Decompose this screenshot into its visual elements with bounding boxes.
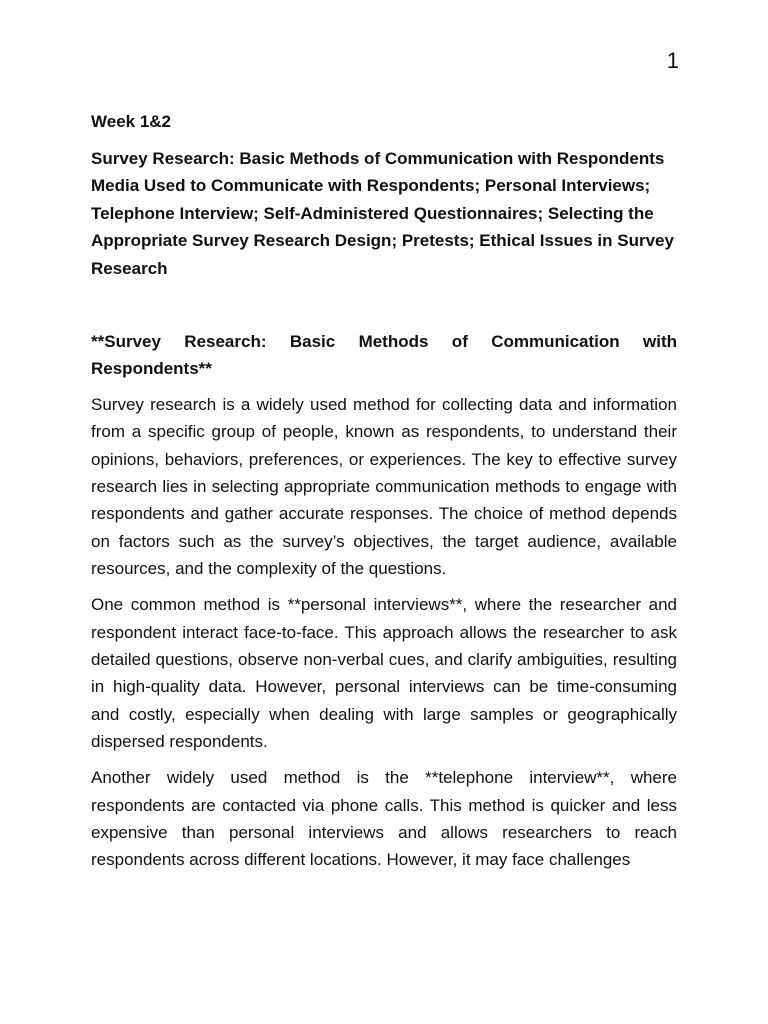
document-content xyxy=(91,108,677,883)
paragraph-intro: Survey research is a widely used method for collecting data and information from a specific group of people, known as respondents, to understand their opinions, behaviors, preferences, or experiences. The key to effective survey research lies in selecting appropriate communication methods to engage with respondents and gather accurate responses. The choice of method depends on factors such as the survey’s objectives, the target audience, available resources, and the complexity of the questions. xyxy=(91,394,677,578)
topics-heading: Survey Research: Basic Methods of Communication with Respondents Media Used to Communicate with Respondents; Personal Interviews; Telephone Interview; Self-Administered Questionnaires; Selecting the Appropriate Survey Research Design; Pretests; Ethical Issues in Survey Research xyxy=(91,149,674,278)
page-number: 1 xyxy=(666,48,679,73)
paragraph-telephone-interview: Another widely used method is the **telephone interview**, where respondents are contacted via phone calls. This method is quicker and less expensive than personal interviews and allows researchers to reach respondents across different locations. However, it may face challenges xyxy=(91,768,677,870)
section-heading: **Survey Research: Basic Methods of Communication with Respondents** xyxy=(91,332,677,379)
paragraph-personal-interviews: One common method is **personal interviews**, where the researcher and respondent interact face-to-face. This approach allows the researcher to ask detailed questions, observe non-verbal cues, and clarify ambiguities, resulting in high-quality data. However, personal interviews can be time-consuming and costly, especially when dealing with large samples or geographically dispersed respondents. xyxy=(91,595,677,751)
week-label: Week 1&2 xyxy=(91,112,172,131)
